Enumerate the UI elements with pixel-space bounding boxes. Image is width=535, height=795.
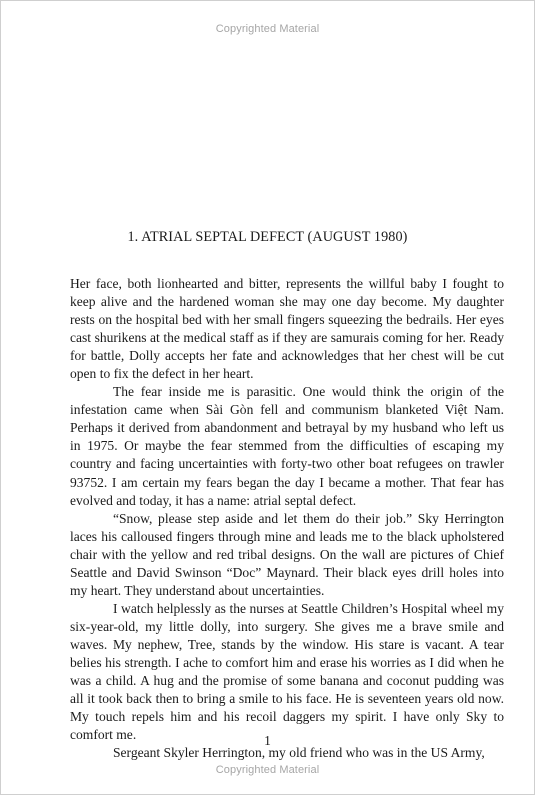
paragraph: Sergeant Skyler Herrington, my old friend who was in the US Army,: [113, 745, 485, 761]
paragraph: I watch helplessly as the nurses at Seattle Children’s Hospital wheel my six-year-old, my little dolly, into surgery. She gives me a brave smile and waves. My nephew, Tree, stands by the window. His stare is vacant. A tear belies his strength. I ache to comfort him and erase his worries as I did when he was a child. A hug and the promise of some banana and coconut pudding was all it took back then to bring a smile to his face. He is seventeen years old now. My touch repels him and his recoil daggers my spirit. I have only Sky to comfort me.: [70, 600, 504, 743]
chapter-title: 1. ATRIAL SEPTAL DEFECT (AUGUST 1980): [127, 229, 408, 245]
paragraph: Her face, both lionhearted and bitter, represents the willful baby I fought to keep alive and the hardened woman she may one day become. My daughter rests on the hospital bed with her small fingers squeezing the bedrails. Her eyes cast shurikens at the medical staff as if they are samurais coming for her. Ready for battle, Dolly accepts her fate and acknowledges that her chest will be cut open to fix the defect in her heart.: [70, 276, 504, 382]
copyright-watermark-bottom: Copyrighted Material: [215, 764, 320, 776]
paragraph: The fear inside me is parasitic. One would think the origin of the infestation came when Sài Gòn fell and communism blanketed Việt Nam. Perhaps it derived from abandonment and betrayal by my husband who left us in 1975. Or maybe the fear stemmed from the difficulties of escaping my country and facing uncertainties with forty-two other boat refugees on trawler 93752. I am certain my fears began the day I became a mother. That fear has evolved and today, it has a name: atrial septal defect.: [70, 384, 504, 508]
page-number: 1: [264, 733, 271, 748]
copyright-watermark-top: Copyrighted Material: [215, 23, 320, 35]
paragraph: “Snow, please step aside and let them do their job.” Sky Herrington laces his calloused fingers through mine and leads me to the black upholstered chair with the yellow and red tribal designs. On the wall are pictures of Chief Seattle and David Swinson “Doc” Maynard. Their black eyes drill holes into my heart. They understand about uncertainties.: [70, 510, 504, 598]
chapter-body: [70, 275, 504, 762]
